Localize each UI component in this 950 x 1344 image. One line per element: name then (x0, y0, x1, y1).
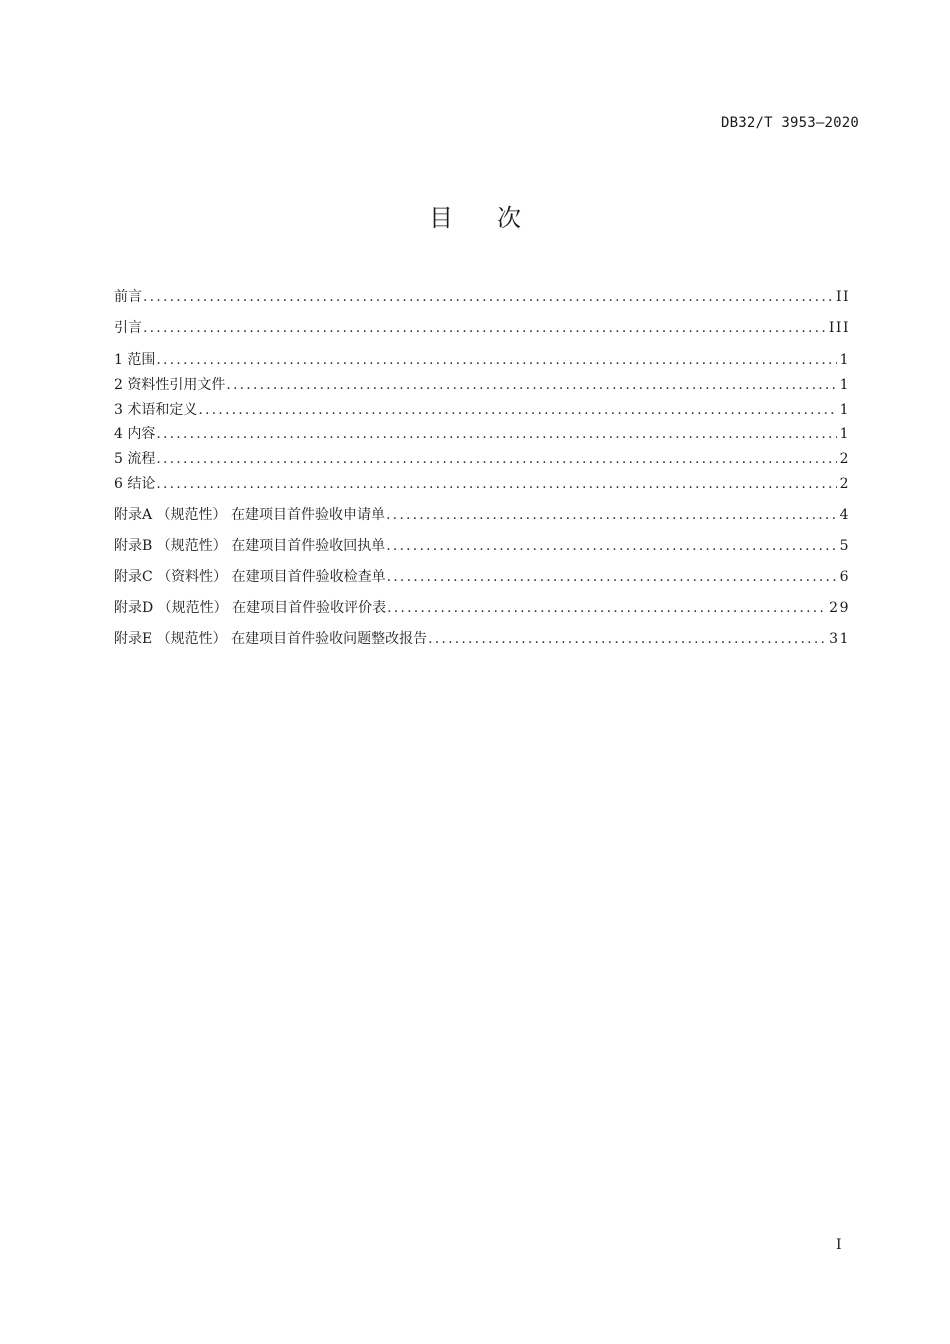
toc-entry-informative-references[interactable] (114, 374, 850, 396)
toc-entry-page: II (835, 289, 850, 305)
dot-leader (156, 473, 836, 495)
dot-leader (226, 374, 836, 396)
toc-entry-page: 1 (839, 377, 850, 393)
toc-entry-page: 1 (839, 426, 850, 442)
dot-leader (143, 286, 833, 308)
toc-entry-page: 4 (839, 507, 850, 523)
toc-entry-page: 2 (839, 451, 850, 467)
page-number: I (836, 1237, 842, 1253)
toc-entry-appendix-b[interactable] (114, 535, 850, 557)
dot-leader (386, 535, 836, 557)
toc-entry-appendix-e[interactable] (114, 628, 850, 650)
toc-entry-label: 引言 (114, 320, 142, 336)
toc-entry-page: 5 (839, 538, 850, 554)
toc-entry-foreword[interactable] (114, 286, 850, 308)
dot-leader (198, 399, 836, 421)
toc-entry-terms-definitions[interactable] (114, 399, 850, 421)
toc-entry-page: 31 (829, 631, 850, 647)
toc-entry-label: 6 结论 (114, 476, 156, 492)
dot-leader (156, 448, 836, 470)
toc-entry-label: 附录B （规范性） 在建项目首件验收回执单 (114, 538, 386, 554)
toc-entry-label: 前言 (114, 289, 142, 305)
toc-entry-label: 2 资料性引用文件 (114, 377, 226, 393)
toc-title: 目次 (429, 204, 565, 232)
toc-entry-label: 1 范围 (114, 352, 156, 368)
toc-entry-page: 1 (839, 352, 850, 368)
toc-entry-page: 2 (839, 476, 850, 492)
toc-entry-label: 5 流程 (114, 451, 156, 467)
toc-entry-appendix-c[interactable] (114, 566, 850, 588)
document-code: DB32/T 3953—2020 (720, 115, 859, 131)
toc-entry-appendix-a[interactable] (114, 504, 850, 526)
dot-leader (387, 597, 826, 619)
dot-leader (143, 317, 826, 339)
toc-entry-page: 1 (839, 402, 850, 418)
toc-entry-page: 6 (839, 569, 850, 585)
dot-leader (386, 504, 837, 526)
toc-entry-process[interactable] (114, 448, 850, 470)
toc-entry-label: 3 术语和定义 (114, 402, 198, 418)
dot-leader (156, 423, 836, 445)
toc-entry-label: 附录D （规范性） 在建项目首件验收评价表 (114, 600, 387, 616)
toc-entry-label: 附录A （规范性） 在建项目首件验收申请单 (114, 507, 386, 523)
toc-entry-label: 附录E （规范性） 在建项目首件验收问题整改报告 (114, 631, 428, 647)
toc-entry-scope[interactable] (114, 349, 850, 371)
toc-entry-appendix-d[interactable] (114, 597, 850, 619)
dot-leader (387, 566, 837, 588)
toc-entry-label: 4 内容 (114, 426, 156, 442)
toc-entry-page: 29 (829, 600, 850, 616)
toc-entry-page: III (828, 320, 850, 336)
toc-entry-introduction[interactable] (114, 317, 850, 339)
dot-leader (428, 628, 826, 650)
toc-entry-label: 附录C （资料性） 在建项目首件验收检查单 (114, 569, 386, 585)
dot-leader (156, 349, 836, 371)
toc-entry-conclusion[interactable] (114, 473, 850, 495)
toc-entry-content[interactable] (114, 423, 850, 445)
